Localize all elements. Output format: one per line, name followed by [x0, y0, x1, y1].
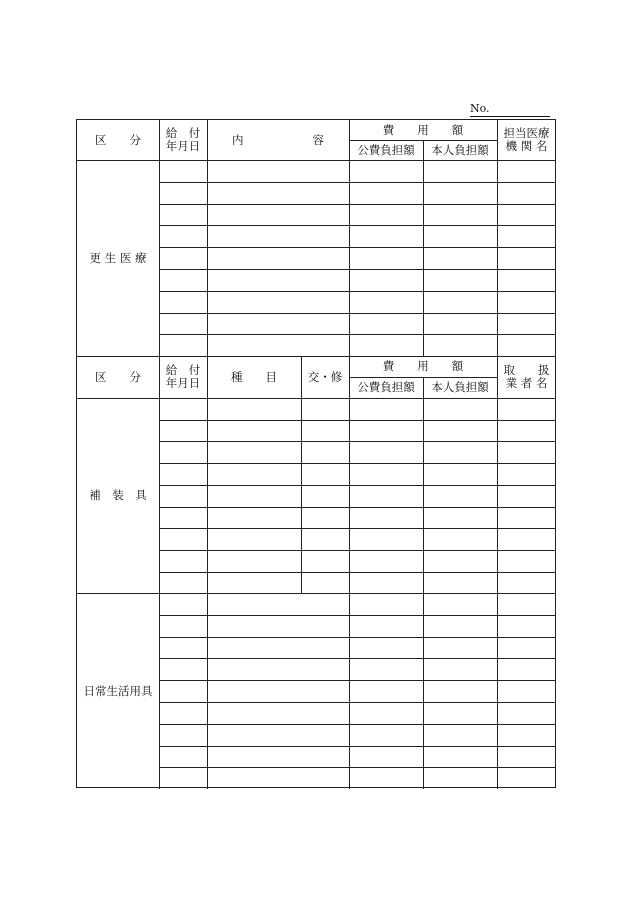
- column-line: [497, 120, 498, 789]
- medical-date-header: 給 付 年月日: [165, 126, 201, 153]
- row-line: [159, 313, 555, 314]
- doc-number-label: No.: [470, 102, 490, 115]
- row-line: [159, 485, 555, 486]
- row-line: [159, 702, 555, 703]
- row-line: [159, 291, 555, 292]
- column-line: [349, 120, 350, 356]
- column-line: [159, 120, 160, 789]
- row-line: [159, 615, 555, 616]
- section-divider: [77, 593, 555, 594]
- doc-number: [470, 102, 550, 117]
- devices-category-header: 区 分: [95, 369, 141, 384]
- row-line: [159, 182, 555, 183]
- column-line: [423, 140, 424, 356]
- row-line: [159, 724, 555, 725]
- row-line: [159, 767, 555, 768]
- row-line: [159, 746, 555, 747]
- devices-exchange-repair-header: 交・修: [307, 369, 343, 384]
- row-line: [159, 463, 555, 464]
- devices-section-label: 補 装 具: [89, 488, 147, 502]
- devices-cost-header: 費 用 額: [382, 359, 464, 373]
- devices-date-header: 給 付 年月日: [165, 363, 201, 390]
- devices-dealer-header: 取 扱 業 者 名: [503, 363, 550, 390]
- row-line: [159, 441, 555, 442]
- medical-public-cost-header: 公費負担額: [357, 142, 415, 157]
- header-bottom-line: [77, 398, 555, 399]
- row-line: [159, 204, 555, 205]
- row-line: [159, 334, 555, 335]
- devices-kind-header: 種 目: [231, 369, 277, 384]
- column-line: [301, 356, 302, 593]
- devices-self-cost-header: 本人負担額: [431, 380, 489, 394]
- medical-self-cost-header: 本人負担額: [431, 142, 489, 157]
- row-line: [159, 572, 555, 573]
- row-line: [159, 680, 555, 681]
- medical-section-label: 更 生 医 療: [89, 250, 147, 265]
- row-line: [159, 269, 555, 270]
- medical-category-header: 区 分: [95, 132, 141, 147]
- row-line: [159, 550, 555, 551]
- daily-section-label: 日常生活用具: [83, 683, 153, 698]
- column-line: [423, 377, 424, 789]
- row-line: [159, 507, 555, 508]
- record-table: [76, 119, 556, 788]
- row-line: [159, 528, 555, 529]
- column-line: [207, 120, 208, 789]
- devices-public-cost-header: 公費負担額: [357, 380, 415, 394]
- section-divider: [77, 356, 555, 357]
- row-line: [159, 225, 555, 226]
- row-line: [159, 658, 555, 659]
- row-line: [159, 637, 555, 638]
- header-bottom-line: [77, 160, 555, 161]
- medical-cost-header: 費 用 額: [382, 122, 464, 137]
- row-line: [159, 247, 555, 248]
- row-line: [159, 420, 555, 421]
- medical-content-header: 内 容: [232, 132, 324, 147]
- medical-provider-header: 担当医療 機 関 名: [503, 126, 550, 153]
